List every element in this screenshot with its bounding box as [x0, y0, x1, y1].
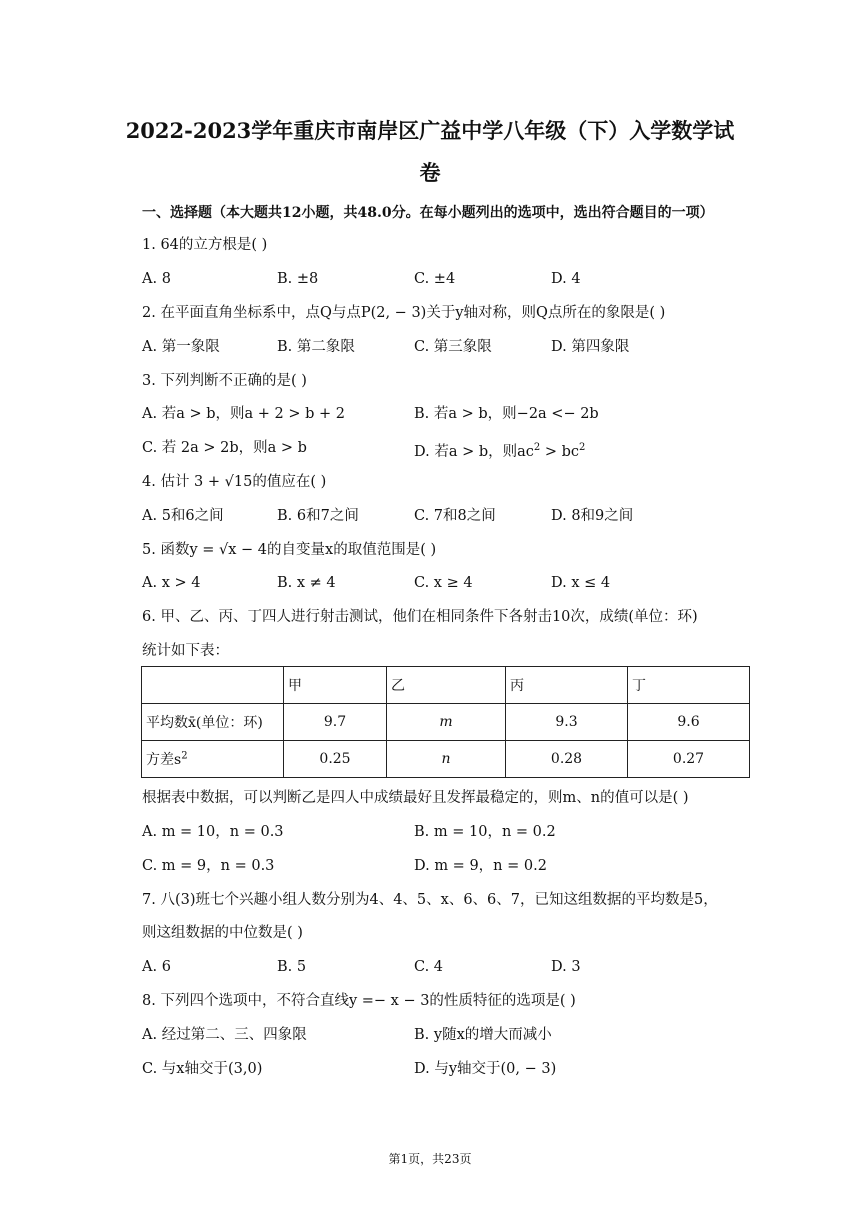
table-row-label: 方差$s^2$	[142, 741, 284, 778]
q5-option-a: A. x > 4	[142, 575, 201, 591]
q3-option-a: A. 若a > b，则a + 2 > b + 2	[142, 406, 345, 422]
q8-option-d: D. 与y轴交于(0, − 3)	[414, 1061, 557, 1077]
q6-option-a: A. m = 10，n = 0.3	[142, 824, 284, 840]
q2-option-c: C. 第三象限	[414, 339, 492, 355]
table-cell: 9.7	[284, 704, 387, 741]
table-row	[142, 741, 750, 778]
table-cell: 9.3	[506, 704, 628, 741]
table-cell: 9.6	[628, 704, 750, 741]
q4-option-d: D. 8和9之间	[551, 508, 634, 524]
table-cell: 0.27	[628, 741, 750, 778]
score-table	[141, 666, 750, 778]
table-header-row	[142, 667, 750, 704]
q2-option-a: A. 第一象限	[142, 339, 220, 355]
question-6-stem-line2: 统计如下表：	[142, 643, 229, 659]
q7-option-a: A. 6	[142, 959, 171, 975]
table-header-cell: 甲	[284, 667, 387, 704]
question-8-stem: 8. 下列四个选项中，不符合直线y =− x − 3的性质特征的选项是( )	[142, 993, 576, 1009]
q8-option-b: B. y随x的增大而减小	[414, 1027, 552, 1043]
section-heading: 一、选择题（本大题共12小题，共48.0分。在每小题列出的选项中，选出符合题目的一项）	[142, 205, 714, 221]
q5-option-d: D. x ≤ 4	[551, 575, 611, 591]
question-7-stem-line2: 则这组数据的中位数是( )	[142, 925, 303, 941]
q3-option-c: C. 若 2a > 2b，则a > b	[142, 440, 307, 456]
q5-option-b: B. x ≠ 4	[277, 575, 336, 591]
table-cell: n	[387, 741, 506, 778]
q6-option-b: B. m = 10，n = 0.2	[414, 824, 556, 840]
question-6-stem-line1: 6. 甲、乙、丙、丁四人进行射击测试，他们在相同条件下各射击10次，成绩(单位：环)	[142, 609, 698, 625]
table-cell: 0.28	[506, 741, 628, 778]
q2-option-d: D. 第四象限	[551, 339, 630, 355]
question-6-stem-line3: 根据表中数据，可以判断乙是四人中成绩最好且发挥最稳定的，则m、n的值可以是( )	[142, 790, 689, 806]
question-1-stem: 1. 64的立方根是( )	[142, 237, 268, 253]
q1-option-c: C. ±4	[414, 271, 456, 287]
table-header-cell	[142, 667, 284, 704]
q6-option-c: C. m = 9，n = 0.3	[142, 858, 275, 874]
q5-option-c: C. x ≥ 4	[414, 575, 473, 591]
table-cell: 0.25	[284, 741, 387, 778]
table-header-cell: 乙	[387, 667, 506, 704]
q7-option-d: D. 3	[551, 959, 581, 975]
q3-option-d: D. 若a > b，则$ac^2 > bc^2$	[414, 442, 586, 460]
q4-option-c: C. 7和8之间	[414, 508, 496, 524]
table-row	[142, 704, 750, 741]
q1-option-a: A. 8	[142, 271, 171, 287]
q4-option-a: A. 5和6之间	[142, 508, 224, 524]
table-header-cell: 丙	[506, 667, 628, 704]
q7-option-c: C. 4	[414, 959, 444, 975]
q8-option-a: A. 经过第二、三、四象限	[142, 1027, 307, 1043]
q6-option-d: D. m = 9，n = 0.2	[414, 858, 547, 874]
q4-option-b: B. 6和7之间	[277, 508, 359, 524]
exam-title-line1: 2022-2023学年重庆市南岸区广益中学八年级（下）入学数学试	[125, 118, 735, 143]
q2-option-b: B. 第二象限	[277, 339, 355, 355]
q1-option-b: B. ±8	[277, 271, 319, 287]
page-footer: 第1页，共23页	[388, 1152, 472, 1166]
table-header-cell: 丁	[628, 667, 750, 704]
question-3-stem: 3. 下列判断不正确的是( )	[142, 373, 307, 389]
question-7-stem-line1: 7. 八(3)班七个兴趣小组人数分别为4、4、5、x、6、6、7，已知这组数据的平均数是5，	[142, 892, 718, 908]
table-cell: m	[387, 704, 506, 741]
q3-option-b: B. 若a > b，则−2a <− 2b	[414, 406, 599, 422]
q8-option-c: C. 与x轴交于(3,0)	[142, 1061, 263, 1077]
question-2-stem: 2. 在平面直角坐标系中，点Q与点P(2, − 3)关于y轴对称，则Q点所在的象限是( )	[142, 305, 666, 321]
table-row-label: 平均数x̄(单位：环)	[142, 704, 284, 741]
q7-option-b: B. 5	[277, 959, 307, 975]
question-4-stem: 4. 估计 3 + √15的值应在( )	[142, 474, 327, 490]
exam-title-line2: 卷	[419, 160, 441, 185]
q1-option-d: D. 4	[551, 271, 581, 287]
question-5-stem: 5. 函数y = √x − 4的自变量x的取值范围是( )	[142, 542, 437, 558]
